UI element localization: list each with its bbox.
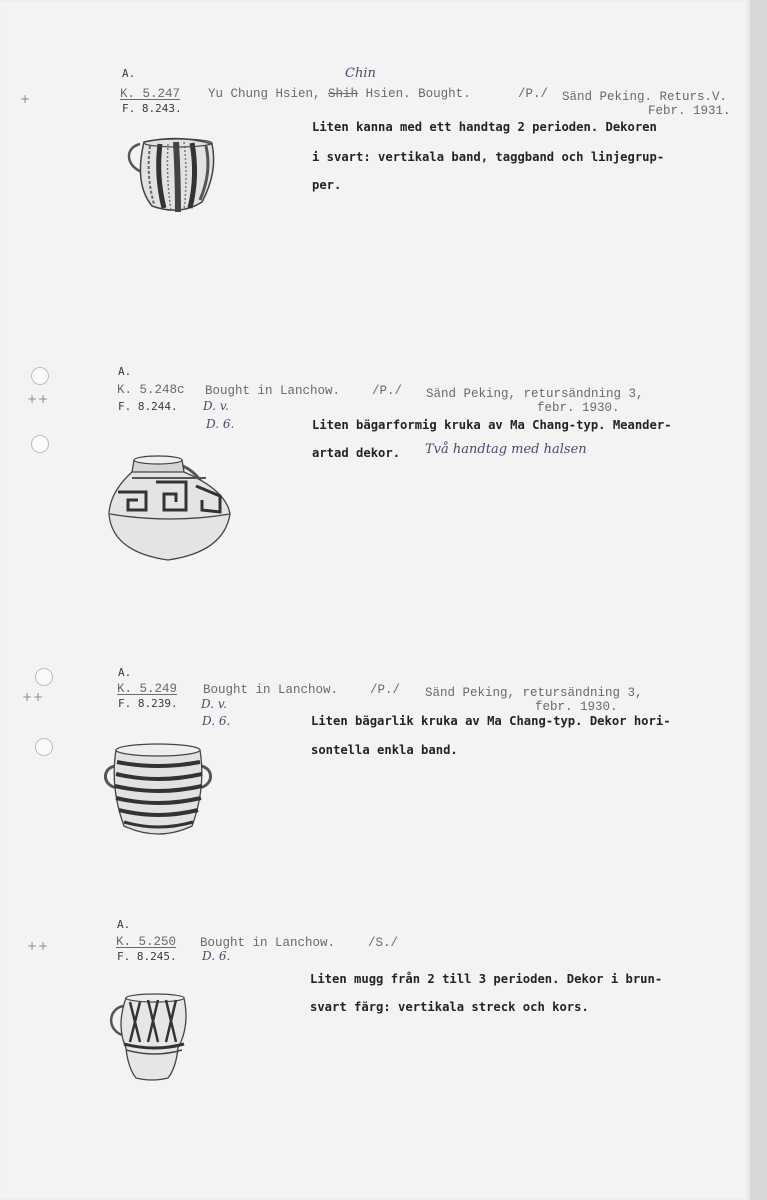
mug-icon xyxy=(106,992,192,1082)
entry-source: Bought in Lanchow. xyxy=(205,384,341,398)
shipping-note: Sänd Peking, retursändning 3, xyxy=(425,686,643,700)
margin-mark: + xyxy=(20,92,32,106)
handwritten-note: D. v. xyxy=(203,399,229,413)
entry-source: Bought in Lanchow. xyxy=(203,683,339,697)
description-line: artad dekor. xyxy=(312,446,401,460)
struck-word: Shih xyxy=(328,87,359,101)
f-number: F. 8.243. xyxy=(122,102,182,115)
entry-prefix: A. xyxy=(122,67,136,80)
shipping-note: Sänd Peking. Returs.V. xyxy=(562,90,728,104)
handwritten-insert: Chin xyxy=(345,66,376,81)
margin-mark: ++ xyxy=(27,392,50,406)
shipping-date: Febr. 1931. xyxy=(648,104,731,118)
description-line: svart färg: vertikala streck och kors. xyxy=(310,1000,589,1014)
f-number: F. 8.239. xyxy=(118,697,178,710)
handwritten-note: D. 6. xyxy=(202,949,231,963)
k-number: K. 5.248 xyxy=(117,383,178,397)
meander-pot-icon xyxy=(106,452,234,564)
punch-hole xyxy=(31,367,49,385)
description-line: i svart: vertikala band, taggband och linjegrup- xyxy=(312,150,665,164)
k-number-line xyxy=(117,383,185,397)
f-number: F. 8.244. xyxy=(118,400,178,413)
description-line: per. xyxy=(312,178,342,192)
handwritten-note: D. v. xyxy=(201,697,227,711)
handwritten-addition: Två handtag med halsen xyxy=(425,442,587,457)
entry-flag: /P./ xyxy=(518,87,549,101)
shipping-note: Sänd Peking, retursändning 3, xyxy=(426,387,644,401)
entry-source: Yu Chung Hsien, Shih Hsien. Bought. xyxy=(208,87,471,101)
banded-pot-icon xyxy=(100,742,216,844)
entry-flag: /P./ xyxy=(372,384,403,398)
f-number: F. 8.245. xyxy=(117,950,177,963)
punch-hole xyxy=(35,668,53,686)
margin-mark: ++ xyxy=(22,690,45,704)
k-number: K. 5.250 xyxy=(116,935,177,949)
description-line: Liten kanna med ett handtag 2 perioden. Dekoren xyxy=(312,120,657,134)
shipping-date: febr. 1930. xyxy=(537,401,620,415)
k-number: K. 5.249 xyxy=(117,682,178,696)
entry-prefix: A. xyxy=(117,918,131,931)
entry-flag: /S./ xyxy=(368,936,399,950)
entry-flag: /P./ xyxy=(370,683,401,697)
scan-edge xyxy=(750,0,767,1200)
punch-hole xyxy=(31,435,49,453)
description-line: Liten bägarlik kruka av Ma Chang-typ. Dekor hori- xyxy=(311,714,671,728)
handwritten-note: D. 6. xyxy=(206,417,235,431)
k-number: K. 5.247 xyxy=(120,87,181,101)
entry-prefix: A. xyxy=(118,365,132,378)
shipping-date: febr. 1930. xyxy=(535,700,618,714)
punch-hole xyxy=(35,738,53,756)
description-line: Liten bägarformig kruka av Ma Chang-typ. Meander- xyxy=(312,418,672,432)
description-line: Liten mugg från 2 till 3 perioden. Dekor i brun- xyxy=(310,972,663,986)
entry-prefix: A. xyxy=(118,666,132,679)
description-line: sontella enkla band. xyxy=(311,743,458,757)
margin-mark: ++ xyxy=(27,939,50,953)
handwritten-note: D. 6. xyxy=(202,714,231,728)
k-suffix: c xyxy=(177,383,185,397)
jar-with-handle-icon xyxy=(120,132,220,217)
entry-source: Bought in Lanchow. xyxy=(200,936,336,950)
